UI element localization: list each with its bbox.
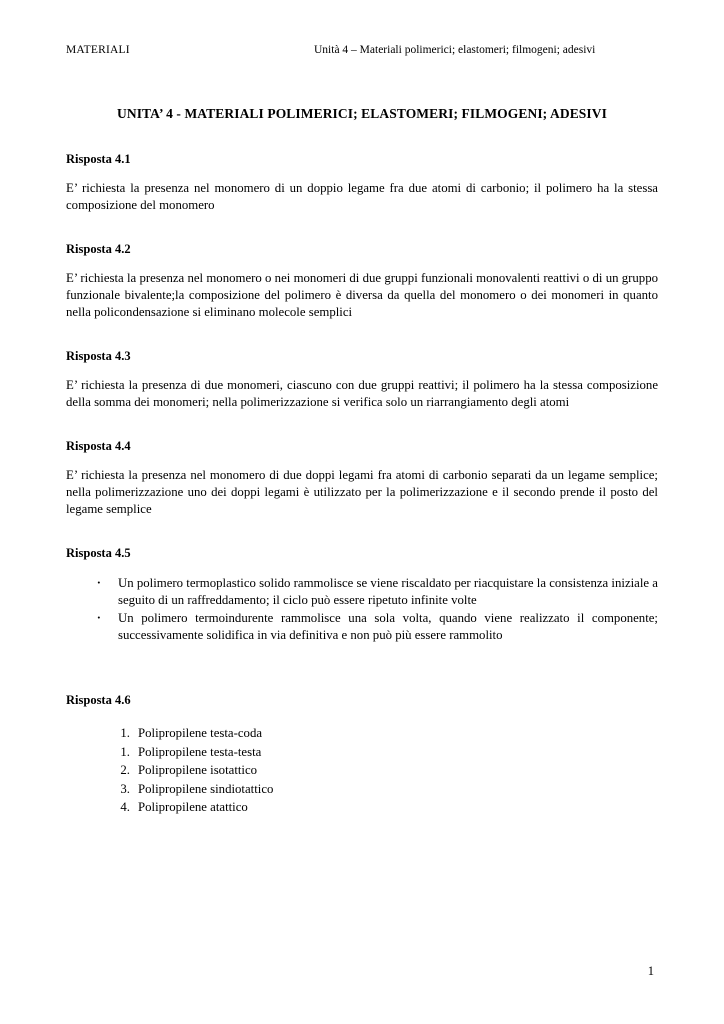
- list-item: · Un polimero termoplastico solido rammolisce se viene riscaldato per riacquistare la consistenza iniziale a seguito di un raffreddamento; il ciclo può essere ripetuto infinite volte: [92, 575, 658, 609]
- answer-text-4-1: E’ richiesta la presenza nel monomero di un doppio legame fra due atomi di carbonio; il polimero ha la stessa composizione del monomero: [66, 181, 658, 213]
- page-number: 1: [647, 964, 654, 978]
- list-item-label: Polipropilene atattico: [138, 800, 248, 815]
- list-item-number: 1.: [120, 726, 130, 741]
- list-item: [108, 761, 658, 780]
- list-item-number: 2.: [120, 763, 130, 778]
- answer-heading-4-5: Risposta 4.5: [66, 546, 131, 561]
- list-item: [108, 780, 658, 799]
- header-center-text: Unità 4 – Materiali polimerici; elastomeri; filmogeni; adesivi: [314, 44, 596, 56]
- answer-heading-4-1: Risposta 4.1: [66, 152, 131, 166]
- page-header: [66, 44, 658, 56]
- list-item-label: Polipropilene testa-testa: [138, 744, 262, 759]
- list-item-number: 1.: [120, 744, 130, 759]
- answer-text-4-3: E’ richiesta la presenza di due monomeri, ciascuno con due gruppi reattivi; il polimero ha la stessa composizione della somma dei monomeri; nella polimerizzazione si verifica solo un riarrangiamento degli atomi: [66, 378, 658, 410]
- list-item-label: Polipropilene sindiotattico: [138, 781, 274, 796]
- answer-numbered-list-4-6: [66, 724, 658, 817]
- answer-heading-4-4: Risposta 4.4: [66, 439, 131, 454]
- answer-text-4-4: E’ richiesta la presenza nel monomero di due doppi legami fra atomi di carbonio separati da un legame semplice; nella polimerizzazione uno dei doppi legami è utilizzato per la polimerizzazione e il secondo prende il posto del legame semplice: [66, 468, 658, 517]
- list-item: [108, 724, 658, 743]
- list-item-number: 4.: [120, 800, 130, 815]
- answer-bullet-list-4-5: [66, 575, 658, 644]
- answer-text-4-2: E’ richiesta la presenza nel monomero o nei monomeri di due gruppi funzionali monovalenti reattivi o di un gruppo funzionale bivalente;la composizione del polimero è diversa da quella del monomero o dei monomeri in quanto nella policondensazione si eliminano molecole semplici: [66, 271, 658, 320]
- list-item: [108, 798, 658, 817]
- answer-heading-4-3: Risposta 4.3: [66, 349, 131, 364]
- list-item: · Un polimero termoindurente rammolisce una sola volta, quando viene realizzato il componente; successivamente solidifica in via definitiva e non può più essere rammolito: [92, 610, 658, 644]
- list-item-label: Polipropilene testa-coda: [138, 726, 263, 741]
- header-left-text: MATERIALI: [66, 44, 130, 56]
- answer-heading-4-2: Risposta 4.2: [66, 242, 131, 257]
- page-title: UNITA’ 4 - MATERIALI POLIMERICI; ELASTOMERI; FILMOGENI; ADESIVI: [117, 106, 607, 121]
- list-item-number: 3.: [120, 781, 130, 796]
- answer-heading-4-6: Risposta 4.6: [66, 693, 131, 708]
- list-item-label: Polipropilene isotattico: [138, 763, 258, 778]
- list-item: [108, 743, 658, 762]
